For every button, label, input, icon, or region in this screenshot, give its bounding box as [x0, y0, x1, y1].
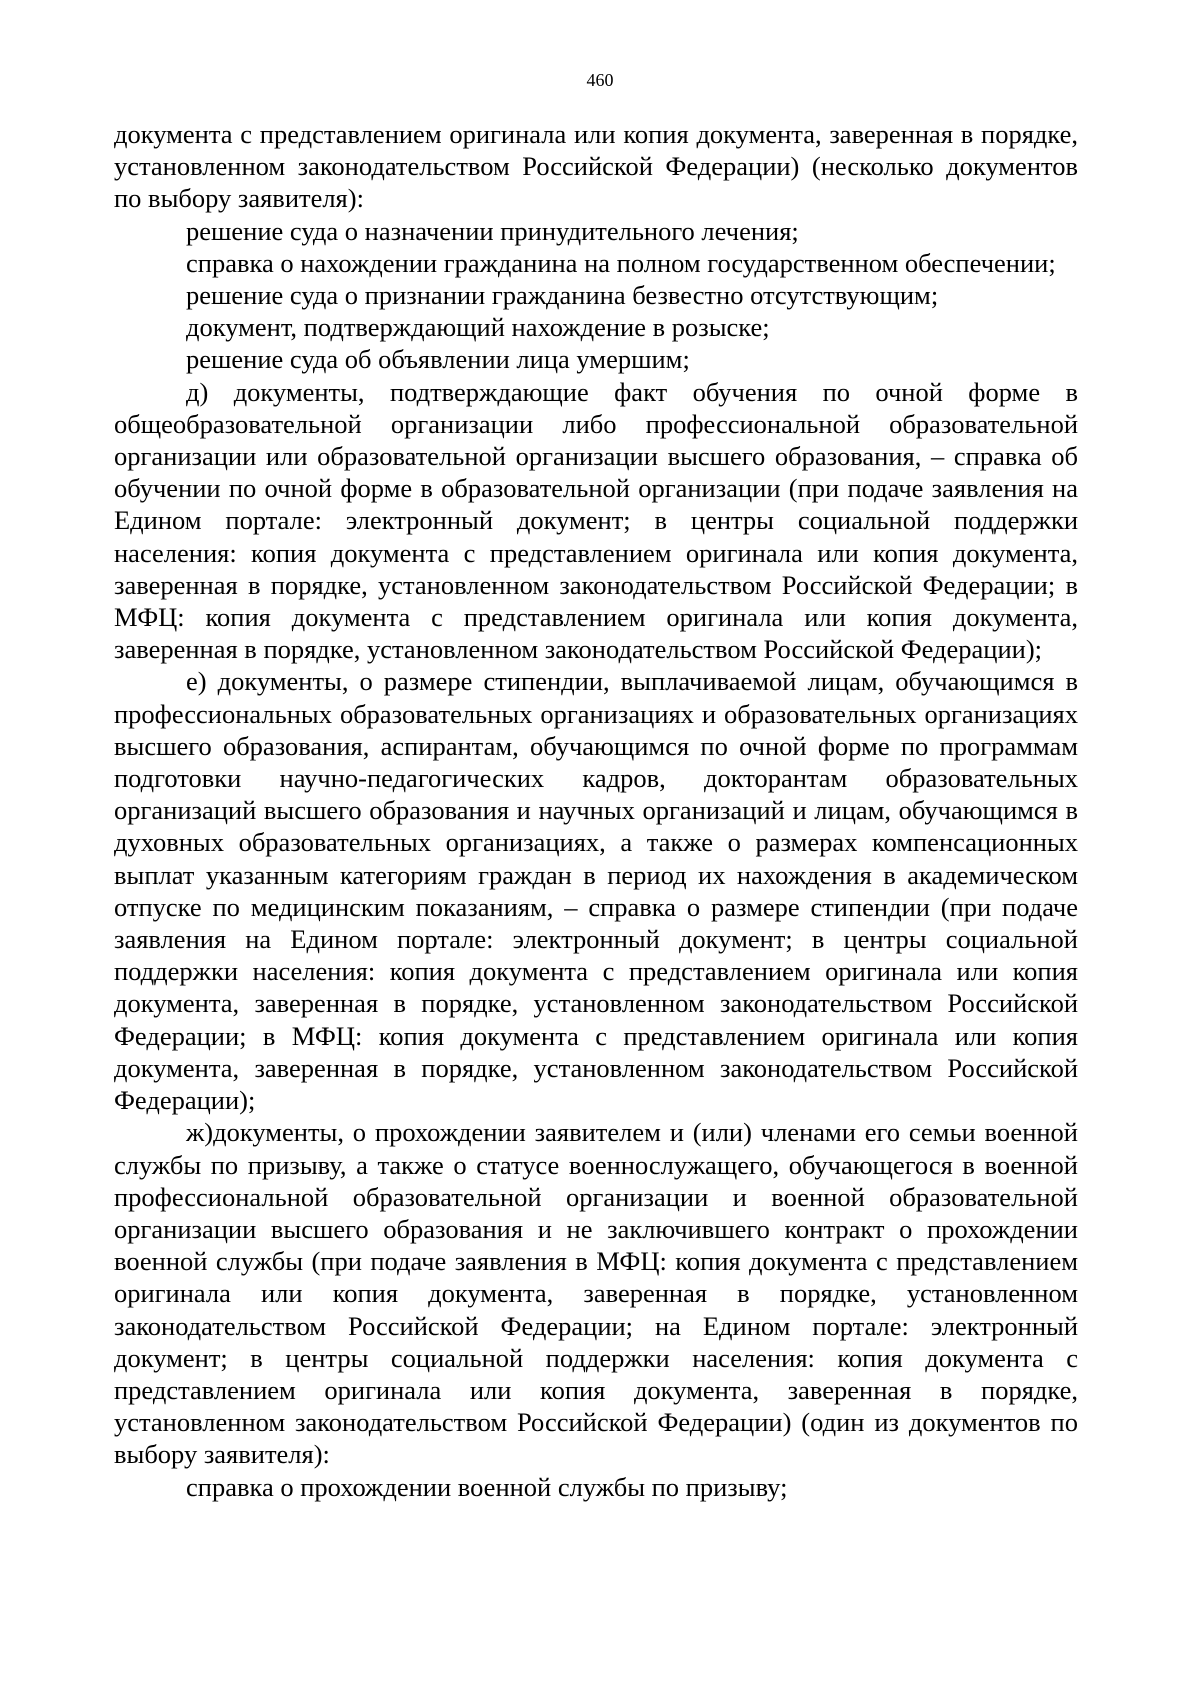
document-body: [114, 118, 1078, 1503]
paragraph: документа с представлением оригинала или копия документа, заверенная в порядке, установленном законодательством Российской Федерации) (несколько документов по выбору заявителя):: [114, 119, 1078, 214]
paragraph-zh: ж)документы, о прохождении заявителем и (или) членами его семьи военной службы по призыву, а также о статусе военнослужащего, обучающегося в военной профессиональной образовательной организации и военной образовательной организации высшего образования и не заключившего контракт о прохождении военной службы (при подаче заявления в МФЦ: копия документа с представлением оригинала или копия документа, заверенная в порядке, установленном законодательством Российской Федерации; на Едином портале: электронный документ; в центры социальной поддержки населения: копия документа с представлением оригинала или копия документа, заверенная в порядке, установленном законодательством Российской Федерации) (один из документов по выбору заявителя):: [114, 1117, 1078, 1470]
list-item: решение суда о назначении принудительного лечения;: [186, 215, 799, 246]
list-item: документ, подтверждающий нахождение в розыске;: [186, 312, 770, 343]
list-item: решение суда о признании гражданина безвестно отсутствующим;: [186, 280, 939, 311]
paragraph-d: д) документы, подтверждающие факт обучения по очной форме в общеобразовательной организации либо профессиональной образовательной организации или образовательной организации высшего образования, – справка об обучении по очной форме в образовательной организации (при подаче заявления на Едином портале: электронный документ; в центры социальной поддержки населения: копия документа с представлением оригинала или копия документа, заверенная в порядке, установленном законодательством Российской Федерации; в МФЦ: копия документа с представлением оригинала или копия документа, заверенная в порядке, установленном законодательством Российской Федерации);: [114, 376, 1078, 665]
paragraph-e: е) документы, о размере стипендии, выплачиваемой лицам, обучающимся в профессиональных образовательных организациях и образовательных организациях высшего образования, аспирантам, обучающимся по очной форме по программам подготовки научно-педагогических кадров, докторантам образовательных организаций высшего образования и научных организаций и лицам, обучающимся в духовных образовательных организациях, а также о размерах компенсационных выплат указанным категориям граждан в период их нахождения в академическом отпуске по медицинским показаниям, – справка о размере стипендии (при подаче заявления на Едином портале: электронный документ; в центры социальной поддержки населения: копия документа с представлением оригинала или копия документа, заверенная в порядке, установленном законодательством Российской Федерации; в МФЦ: копия документа с представлением оригинала или копия документа, заверенная в порядке, установленном законодательством Российской Федерации);: [114, 666, 1078, 1116]
list-item: справка о прохождении военной службы по призыву;: [186, 1471, 788, 1502]
page-number: 460: [586, 70, 614, 90]
list-item: решение суда об объявлении лица умершим;: [186, 344, 690, 375]
list-item: справка о нахождении гражданина на полном государственном обеспечении;: [186, 247, 1056, 278]
